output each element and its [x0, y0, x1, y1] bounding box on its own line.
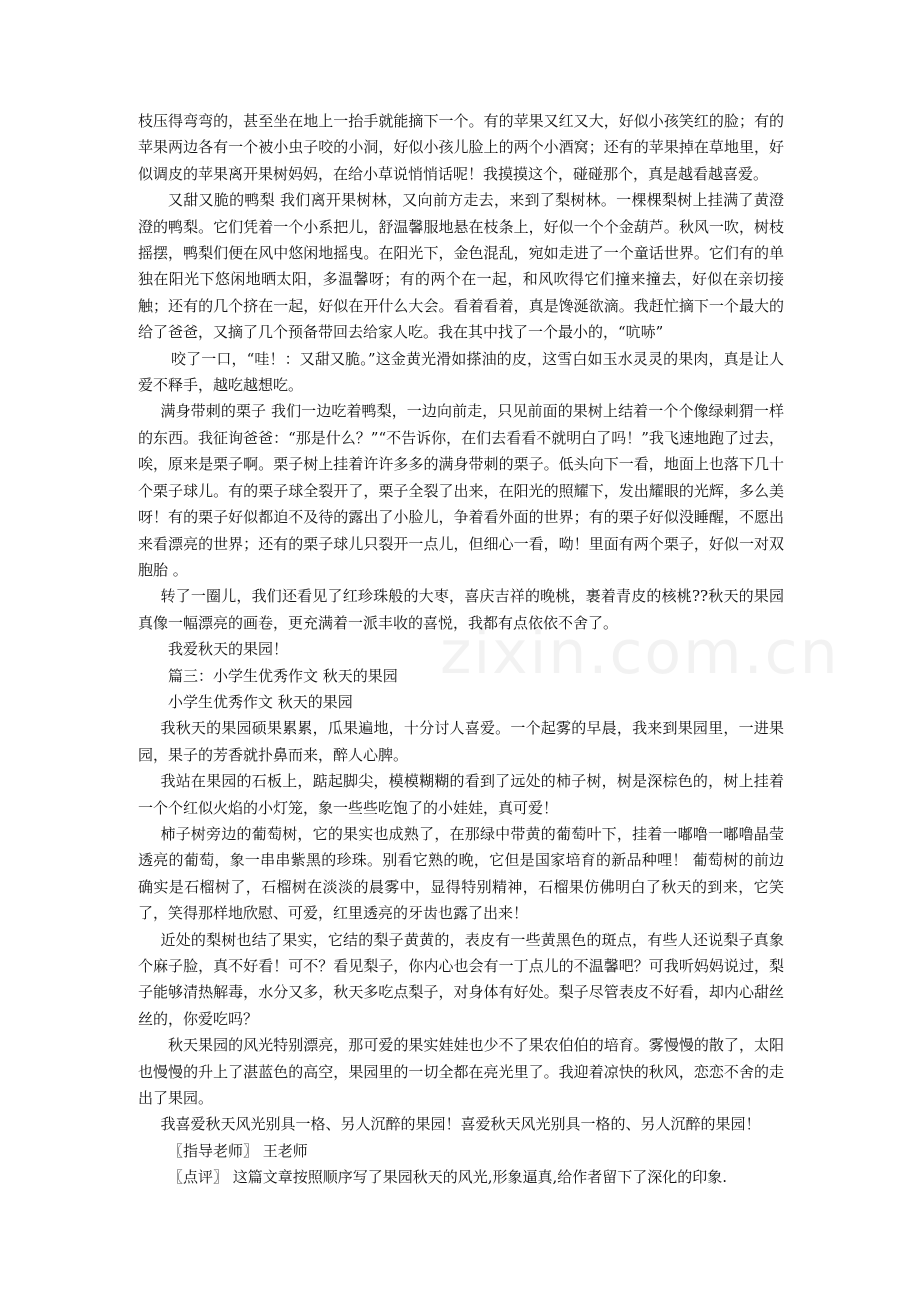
paragraph-apples: 枝压得弯弯的，甚至坐在地上一抬手就能摘下一个。有的苹果又红又大，好似小孩笑红的脸；有的苹果两边各有一个被小虫子咬的小洞，好似小孩儿脸上的两个小酒窝；还有的苹果掉在草地里，好似调皮的苹果离开果树妈妈，在给小草说悄悄话呢！我摸摸这个，碰碰那个，真是越看越喜爱。	[138, 112, 784, 183]
teacher-note: 〖指导老师〗 王老师	[168, 1141, 308, 1160]
section-heading: 篇三：小学生优秀作文 秋天的果园	[168, 666, 398, 685]
paragraph-intro: 我秋天的果园硕果累累，瓜果遍地，十分讨人喜爱。一个起雾的早晨，我来到果园里，一进果园，果子的芳香就扑鼻而来，醉人心脾。	[138, 719, 784, 764]
paragraph-love-orchard: 我爱秋天的果园！	[168, 640, 289, 659]
paragraph-conclusion: 我喜爱秋天风光别具一格、另人沉醉的果园！喜爱秋天风光别具一格的、另人沉醉的果园！	[160, 1115, 761, 1134]
paragraph-pear-bite: 咬了一口，“哇！：又甜又脆。”这金黄光滑如搽油的皮，这雪白如玉水灵灵的果肉，真是让人爱不释手，越吃越想吃。	[138, 349, 784, 395]
document-body	[138, 108, 784, 1191]
paragraph-walk-around: 转了一圈儿，我们还看见了红珍珠般的大枣，喜庆吉祥的晚桃，裹着青皮的核桃??秋天的果园真像一幅漂亮的画卷，更充满着一派丰收的喜悦，我都有点依依不舍了。	[138, 587, 784, 632]
review-note: 〖点评〗 这篇文章按照顺序写了果园秋天的风光,形象逼真,给作者留下了深化的印象.	[168, 1168, 728, 1187]
paragraph-persimmon: 我站在果园的石板上，踮起脚尖，模模糊糊的看到了远处的柿子树，树是深棕色的，树上挂着一个个红似火焰的小灯笼，象一些些吃饱了的小娃娃，真可爱！	[138, 772, 784, 817]
paragraph-pears: 又甜又脆的鸭梨 我们离开果树林，又向前方走去，来到了梨树林。一棵棵梨树上挂满了黄澄澄的鸭梨。它们凭着一个小系把儿，舒温馨服地悬在枝条上，好似一个个金葫芦。秋风一吹，树枝摇摆，鸭梨们便在风中悠闲地摇曳。在阳光下，金色混乱，宛如走进了一个童话世界。它们有的单独在阳光下悠闲地晒太阳，多温馨呀；有的两个在一起，和风吹得它们撞来撞去，好似在亲切接触；还有的几个挤在一起，好似在开什么大会。看着看着，真是馋涎欲滴。我赶忙摘下一个最大的给了爸爸，又摘了几个预备带回去给家人吃。我在其中找了一个最小的，“吭哧”	[138, 191, 784, 342]
watermark: zixin.com.cn	[440, 618, 840, 688]
paragraph-grapes: 柿子树旁边的葡萄树，它的果实也成熟了，在那绿中带黄的葡萄叶下，挂着一嘟噜一嘟噜晶莹透亮的葡萄，象一串串紫黑的珍珠。别看它熟的晚，它但是国家培育的新品种哩！ 葡萄树的前边确实是石榴树了，石榴树在淡淡的晨雾中，显得特别精神，石榴果仿佛明白了秋天的到来，它笑了，笑得那样地欣慰、可爱，红里透亮的牙齿也露了出来！	[138, 824, 784, 923]
paragraph-chestnuts: 满身带刺的栗子 我们一边吃着鸭梨，一边向前走，只见前面的果树上结着一个个像绿刺猬一样的东西。我征询爸爸：“那是什么？”“不告诉你，在们去看看不就明白了吗！”我飞速地跑了过去，唉，原来是栗子啊。栗子树上挂着许许多多的满身带刺的栗子。低头向下一看，地面上也落下几十个栗子球儿。有的栗子球全裂开了，栗子全裂了出来，在阳光的照耀下，发出耀眼的光辉，多么美呀！有的栗子好似都迫不及待的露出了小脸儿，争着看外面的世界；有的栗子好似没睡醒，不愿出来看漂亮的世界；还有的栗子球儿只裂开一点儿，但细心一看，呦！里面有两个栗子，好似一对双胞胎 。	[138, 402, 784, 579]
essay-title: 小学生优秀作文 秋天的果园	[168, 692, 353, 711]
paragraph-scenery: 秋天果园的风光特别漂亮，那可爱的果实娃娃也少不了果农伯伯的培育。雾慢慢的散了，太阳也慢慢的升上了湛蓝色的高空，果园里的一切全都在亮光里了。我迎着凉快的秋风，恋恋不舍的走出了果园。	[138, 1036, 784, 1108]
paragraph-near-pears: 近处的梨树也结了果实，它结的梨子黄黄的，表皮有一些黄黑色的斑点，有些人还说梨子真象个麻子脸，真不好看！可不？看见梨子，你内心也会有一丁点儿的不温馨吧？可我听妈妈说过，梨子能够清热解毒，水分又多，秋天多吃点梨子，对身体有好处。梨子尽管表皮不好看，却内心甜丝丝的，你爱吃吗？	[138, 930, 784, 1028]
